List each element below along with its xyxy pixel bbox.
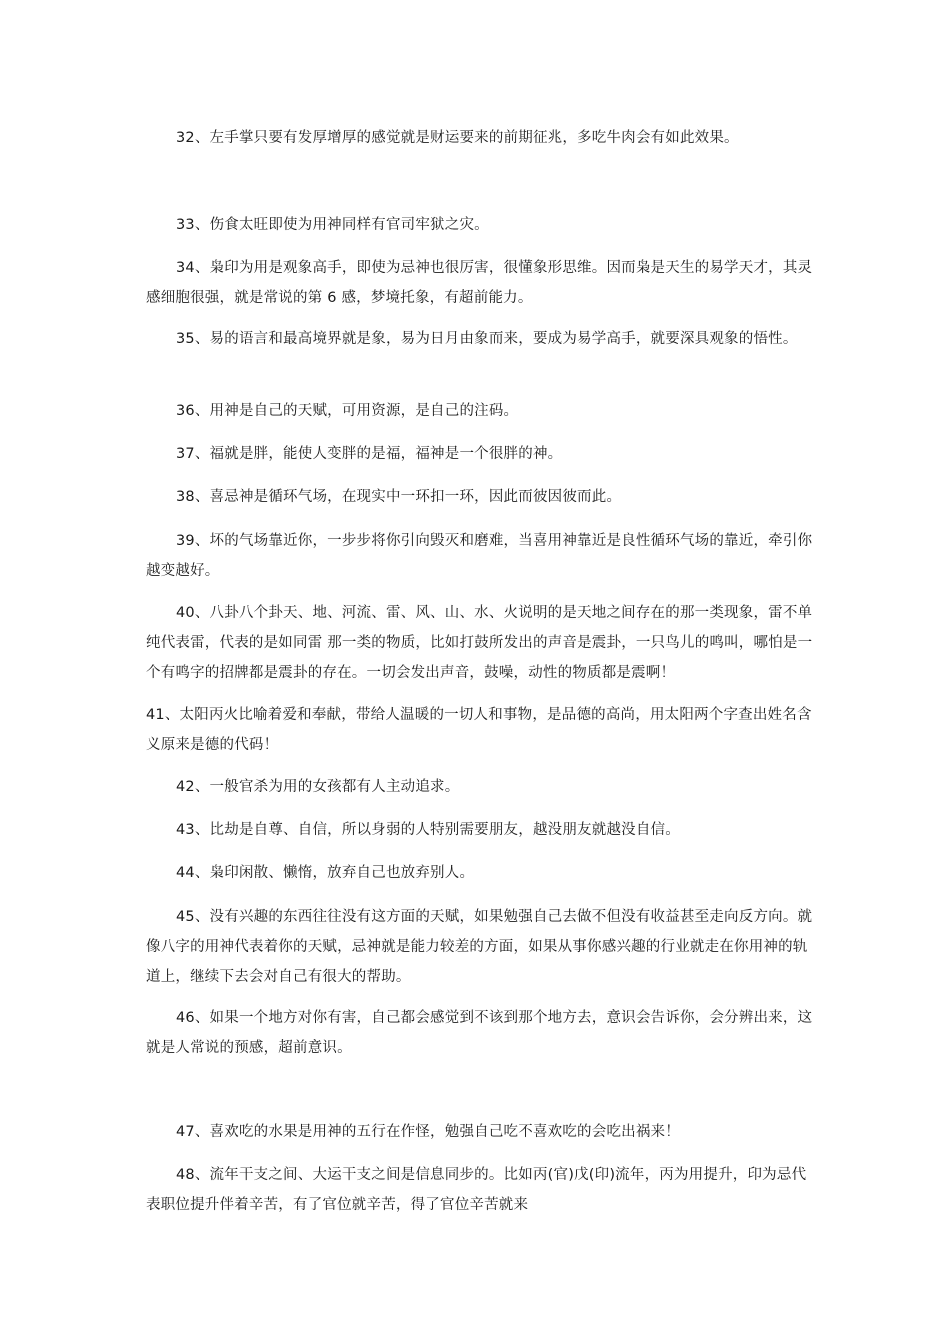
paragraph-36: 36、用神是自己的天赋，可用资源，是自己的注码。 xyxy=(176,403,519,419)
paragraph-32: 32、左手掌只要有发厚增厚的感觉就是财运要来的前期征兆，多吃牛肉会有如此效果。 xyxy=(176,130,739,146)
paragraph-42: 42、一般官杀为用的女孩都有人主动追求。 xyxy=(176,779,460,795)
paragraph-37: 37、福就是胖，能使人变胖的是福，福神是一个很胖的神。 xyxy=(176,446,563,462)
paragraph-38: 38、喜忌神是循环气场，在现实中一环扣一环，因此而彼因彼而此。 xyxy=(176,489,622,505)
paragraph-39: 39、坏的气场靠近你，一步步将你引向毁灭和磨难，当喜用神靠近是良性循环气场的靠近，牵引你越变越好。 xyxy=(146,533,813,579)
paragraph-44: 44、枭印闲散、懒惰，放弃自己也放弃别人。 xyxy=(176,865,475,881)
paragraph-41: 41、太阳丙火比喻着爱和奉献，带给人温暖的一切人和事物，是品德的高尚，用太阳两个字查出姓名含义原来是德的代码！ xyxy=(146,707,812,753)
paragraph-33: 33、伤食太旺即使为用神同样有官司牢狱之灾。 xyxy=(176,217,489,233)
paragraph-43: 43、比劫是自尊、自信，所以身弱的人特别需要朋友，越没朋友就越没自信。 xyxy=(176,822,680,838)
paragraph-34: 34、枭印为用是观象高手，即使为忌神也很厉害，很懂象形思维。因而枭是天生的易学天才，其灵感细胞很强，就是常说的第 6 感，梦境托象，有超前能力。 xyxy=(146,260,813,306)
paragraph-47: 47、喜欢吃的水果是用神的五行在作怪，勉强自己吃不喜欢吃的会吃出祸来！ xyxy=(176,1124,680,1140)
paragraph-45: 45、没有兴趣的东西往往没有这方面的天赋，如果勉强自己去做不但没有收益甚至走向反方向。就像八字的用神代表着你的天赋，忌神就是能力较差的方面，如果从事你感兴趣的行业就走在你用神的轨道上，继续下去会对自己有很大的帮助。 xyxy=(146,909,813,985)
paragraph-35: 35、易的语言和最高境界就是象，易为日月由象而来，要成为易学高手，就要深具观象的悟性。 xyxy=(176,331,798,347)
paragraph-40: 40、八卦八个卦天、地、河流、雷、风、山、水、火说明的是天地之间存在的那一类现象，雷不单纯代表雷，代表的是如同雷 那一类的物质，比如打鼓所发出的声音是震卦，一只鸟儿的鸣叫，哪怕是一个有鸣字的招牌都是震卦的存在。一切会发出声音，鼓噪，动性的物质都是震啊！ xyxy=(146,605,813,681)
paragraph-46: 46、如果一个地方对你有害，自己都会感觉到不该到那个地方去，意识会告诉你，会分辨出来，这就是人常说的预感，超前意识。 xyxy=(146,1010,813,1056)
paragraph-48: 48、流年干支之间、大运干支之间是信息同步的。比如丙(官)戊(印)流年，丙为用提升，印为忌代表职位提升伴着辛苦，有了官位就辛苦，得了官位辛苦就来 xyxy=(146,1167,807,1213)
